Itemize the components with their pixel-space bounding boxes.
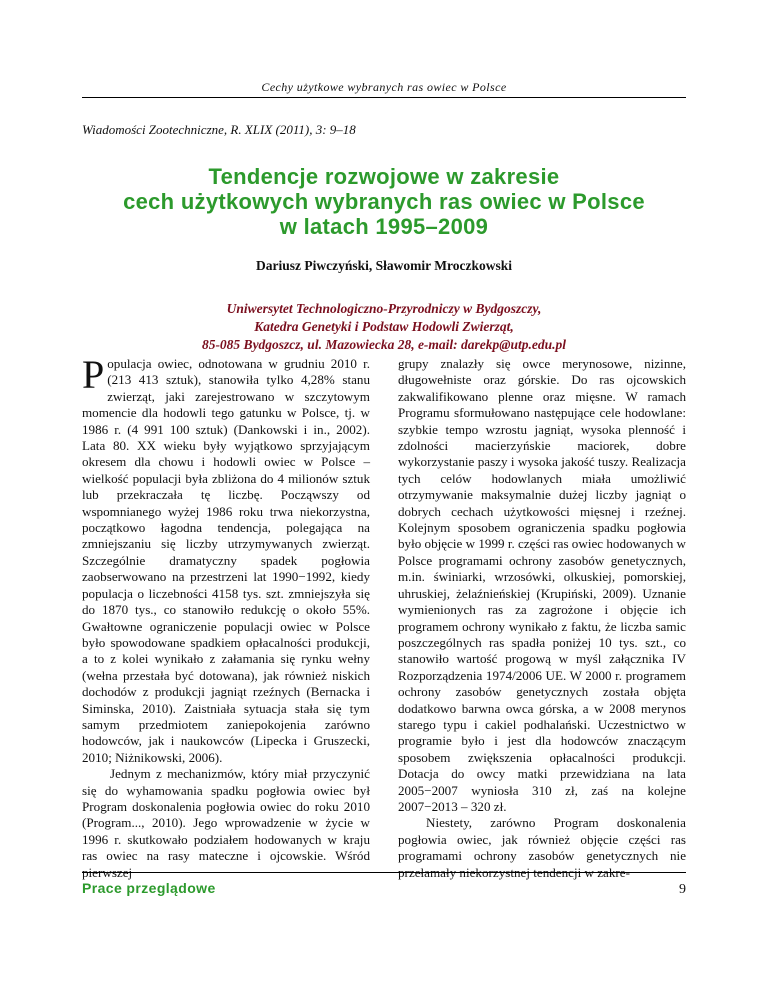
title-line: cech użytkowych wybranych ras owiec w Polsce xyxy=(123,189,645,214)
body-column-left xyxy=(82,352,370,881)
affiliation-line: Katedra Genetyki i Podstaw Hodowli Zwierząt, xyxy=(254,319,514,334)
body-paragraph: Jednym z mechanizmów, który miał przyczynić się do wyhamowania spadku pogłowia owiec był Program doskonalenia pogłowia owiec do roku 2010 (Program..., 2010). Jego wprowadzenie w życie w 1996 r. skutkowało podziałem hodowanych w kraju ras owiec na rasy mateczne i ojcowskie. Wśród pierwszej xyxy=(82,766,370,880)
running-head: Cechy użytkowe wybranych ras owiec w Polsce xyxy=(82,80,686,98)
affiliation-line: 85-085 Bydgoszcz, ul. Mazowiecka 28, e-mail: darekp@utp.edu.pl xyxy=(201,337,567,352)
article-title xyxy=(60,164,708,239)
footer-divider xyxy=(82,872,686,873)
section-label: Prace przeglądowe xyxy=(82,880,216,896)
paragraph-text: opulacja owiec, odnotowana w grudniu 2010 r. (213 413 sztuk), stanowiła tylko 4,28% stanu zwierząt, jaki zarejestrowano w szczytowym momencie dla hodowli tego gatunku w Polsce, tj. w 1986 r. (4 991 100 sztuk) (Dankowski i in., 2002). Lata 80. XX wieku były wyjątkowo sprzyjającym okresem dla chowu i hodowli owiec w Polsce – wielkość populacji była zbliżona do 4 milionów sztuk lub przekraczała tę liczbę. Począwszy od wspomnianego wyżej 1986 roku trwa niekorzystna, początkowo łagodna tendencja, polegająca na zmniejszaniu się liczby utrzymywanych zwierząt. Szczególnie dramatyczny spadek pogłowia zaobserwowano na przestrzeni lat 1990−1992, kiedy populacja o liczebności 4158 tys. szt. zmniejszyła się do 1870 tys., co stanowiło redukcję o około 55%. Gwałtowne ograniczenie populacji owiec w Polsce było spowodowane spadkiem opłacalności produkcji, a to z kolei wynikało z załamania się rynku wełny (wełna przestała być dotowana), jak również niskich dochodów z produkcji jagniąt rzeźnych (Bernacka i Siminska, 2010). Zaistniała sytuacja stała się tym samym przedmiotem zaniepokojenia zarówno hodowców, jak i naukowców (Lipecka i Gruszecki, 2010; Niżnikowski, 2006). xyxy=(82,356,370,765)
affiliation xyxy=(82,300,686,354)
title-line: w latach 1995–2009 xyxy=(279,214,489,239)
title-line: Tendencje rozwojowe w zakresie xyxy=(208,164,560,189)
body-paragraph: Niestety, zarówno Program doskonalenia pogłowia owiec, jak również objęcie części ras programami ochrony zasobów genetycznych nie przełamały niekorzystnej tendencji w zakre- xyxy=(398,815,686,880)
affiliation-line: Uniwersytet Technologiczno-Przyrodniczy w Bydgoszczy, xyxy=(226,301,542,316)
body-paragraph xyxy=(82,352,370,766)
body-column-right xyxy=(398,356,686,881)
drop-cap: P xyxy=(82,352,105,397)
authors: Dariusz Piwczyński, Sławomir Mroczkowski xyxy=(256,258,512,273)
page-number: 9 xyxy=(679,882,686,897)
body-paragraph: grupy znalazły się owce merynosowe, nizinne, długowełniste oraz górskie. Do ras ojcowskich zakwalifikowano plenne oraz mięsne. W ramach Programu sformułowano następujące cele hodowlane: szybkie tempo wzrostu jagniąt, wysoka plenność i zdolności macierzyńskie maciorek, dobre wykorzystanie paszy i wysoka jakość tuszy. Realizacja tych celów hodowlanych miała umożliwić otrzymywanie maksymalnie dużej liczby jagniąt o dobrych cechach użytkowości mięsnej i rzeźnej. Kolejnym sposobem ograniczenia spadku pogłowia było objęcie w 1999 r. części ras owiec hodowanych w Polsce programami ochrony zasobów genetycznych, m.in. świniarki, wrzosówki, olkuskiej, pomorskiej, uhruskiej, żelaźnieńskiej (Krupiński, 2009). Uznanie wymienionych ras za zagrożone i objęcie ich programem ochrony wynikało z faktu, że liczba samic poszczególnych ras spadła poniżej 10 tys. szt., co stanowiło wartość progową w myśl załącznika IV Rozporządzenia 1974/2006 UE. W 2000 r. programem ochrony zasobów genetycznych została objęta dodatkowo barwna owca górska, a w 2008 merynos starego typu i cakiel podhalański. Uczestnictwo w programie było i jest dla hodowców znaczącym sposobem zwiększenia opłacalności produkcji. Dotacja do owcy matki przewidziana na lata 2005−2007 wyniosła 310 zł, zaś na kolejne 2007−2013 – 320 zł. xyxy=(398,356,686,814)
journal-citation: Wiadomości Zootechniczne, R. XLIX (2011), 3: 9–18 xyxy=(82,122,356,137)
